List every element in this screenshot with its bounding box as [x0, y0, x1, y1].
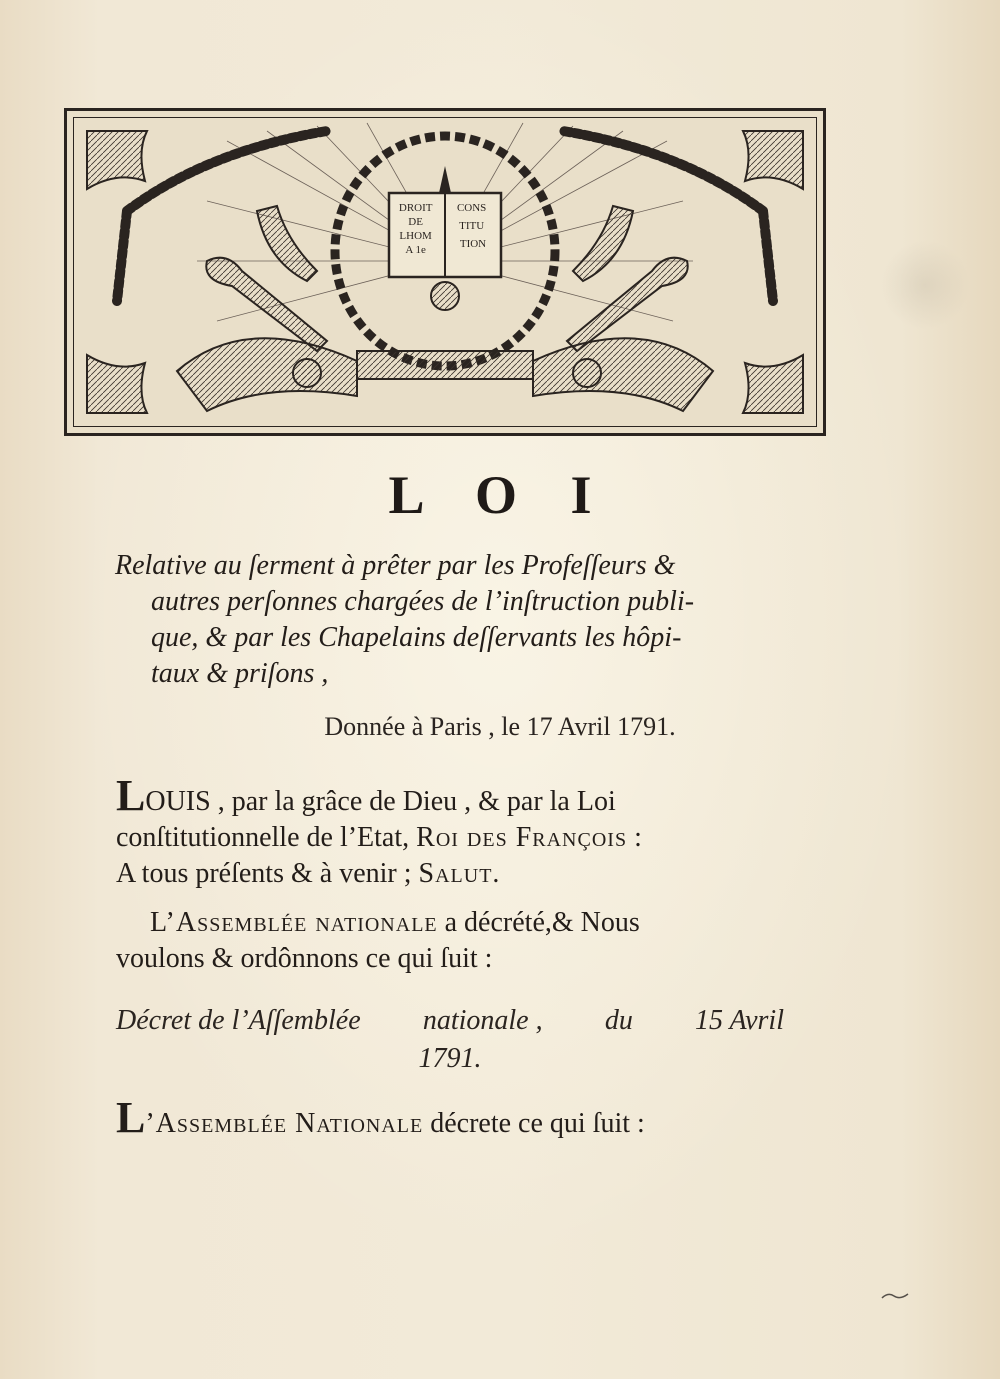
trophy-base	[177, 338, 713, 411]
assemblee-line-1-text: a décrété,& Nous	[437, 907, 640, 938]
closing-paragraph	[116, 1093, 784, 1142]
subtitle-line-3: que, & par les Chapelains deſſervants les hôpi-	[151, 622, 682, 653]
decret-part-c: du	[604, 1005, 633, 1036]
assemblee-line-1	[116, 905, 784, 941]
issue-date: Donnée à Paris , le 17 Avril 1791.	[324, 712, 676, 741]
book-text-right-3: TION	[459, 238, 487, 250]
hand-of-justice-icon	[206, 206, 327, 351]
document-title: L O I	[388, 465, 612, 525]
book-text-left-4: A 1e	[405, 244, 426, 256]
closing-text: décrete ce qui ſuit :	[423, 1108, 645, 1139]
proclamation-line-2-end: :	[627, 822, 642, 853]
decret-year: 1791.	[418, 1043, 482, 1074]
book-text-left-2: DE	[408, 216, 423, 228]
assemblee-line-2: voulons & ordônnons ce qui ſuit :	[116, 943, 493, 974]
roi-des-francois: Roi des François	[416, 822, 628, 853]
assemblee-paragraph	[116, 905, 784, 977]
decret-heading	[116, 1002, 784, 1078]
salut: Salut	[418, 858, 493, 889]
subtitle-line-2: autres perſonnes chargées de l’inſtruction publi-	[151, 586, 695, 617]
drop-capital: L	[116, 771, 146, 820]
proclamation-line-3	[116, 856, 784, 892]
decret-part-a: Décret de l’Aſſemblée	[116, 1005, 361, 1036]
proclamation-line-1	[116, 771, 784, 820]
assemblee-nationale-closing: ’Assemblée Nationale	[145, 1108, 424, 1139]
vignette-illustration	[67, 111, 823, 433]
book-text-left-1: DROIT	[398, 202, 433, 214]
decret-part-d: 15 Avril	[695, 1005, 784, 1036]
assemblee-nationale: L’Assemblée nationale	[150, 907, 438, 938]
ink-bleed-stain	[880, 240, 970, 330]
document-subtitle	[115, 548, 795, 692]
engraved-vignette	[64, 108, 826, 436]
drop-capital-closing: L	[116, 1093, 146, 1142]
subtitle-line-1: Relative au ſerment à prêter par les Profeſſeurs &	[115, 550, 676, 581]
proclamation-line-3-end: .	[492, 858, 500, 889]
book-text-right-1: CONS	[456, 202, 487, 214]
ink-speck	[880, 1290, 910, 1304]
book-text-right-2: TITU	[459, 220, 485, 232]
proclamation-line-3-text: A tous préſents & à venir ;	[116, 858, 419, 889]
proclamation-paragraph	[116, 771, 784, 892]
proclamation-line-1-text: OUIS , par la grâce de Dieu , & par la Loi	[145, 786, 616, 817]
decret-line-1	[116, 1002, 784, 1040]
subtitle-line-4: taux & priſons ,	[151, 658, 329, 689]
proclamation-line-2	[116, 820, 784, 856]
decret-part-b: nationale ,	[422, 1005, 543, 1036]
proclamation-line-2-text: conſtitutionnelle de l’Etat,	[116, 822, 417, 853]
torch-icon	[567, 206, 688, 351]
book-text-left-3: LHOM	[399, 230, 432, 242]
